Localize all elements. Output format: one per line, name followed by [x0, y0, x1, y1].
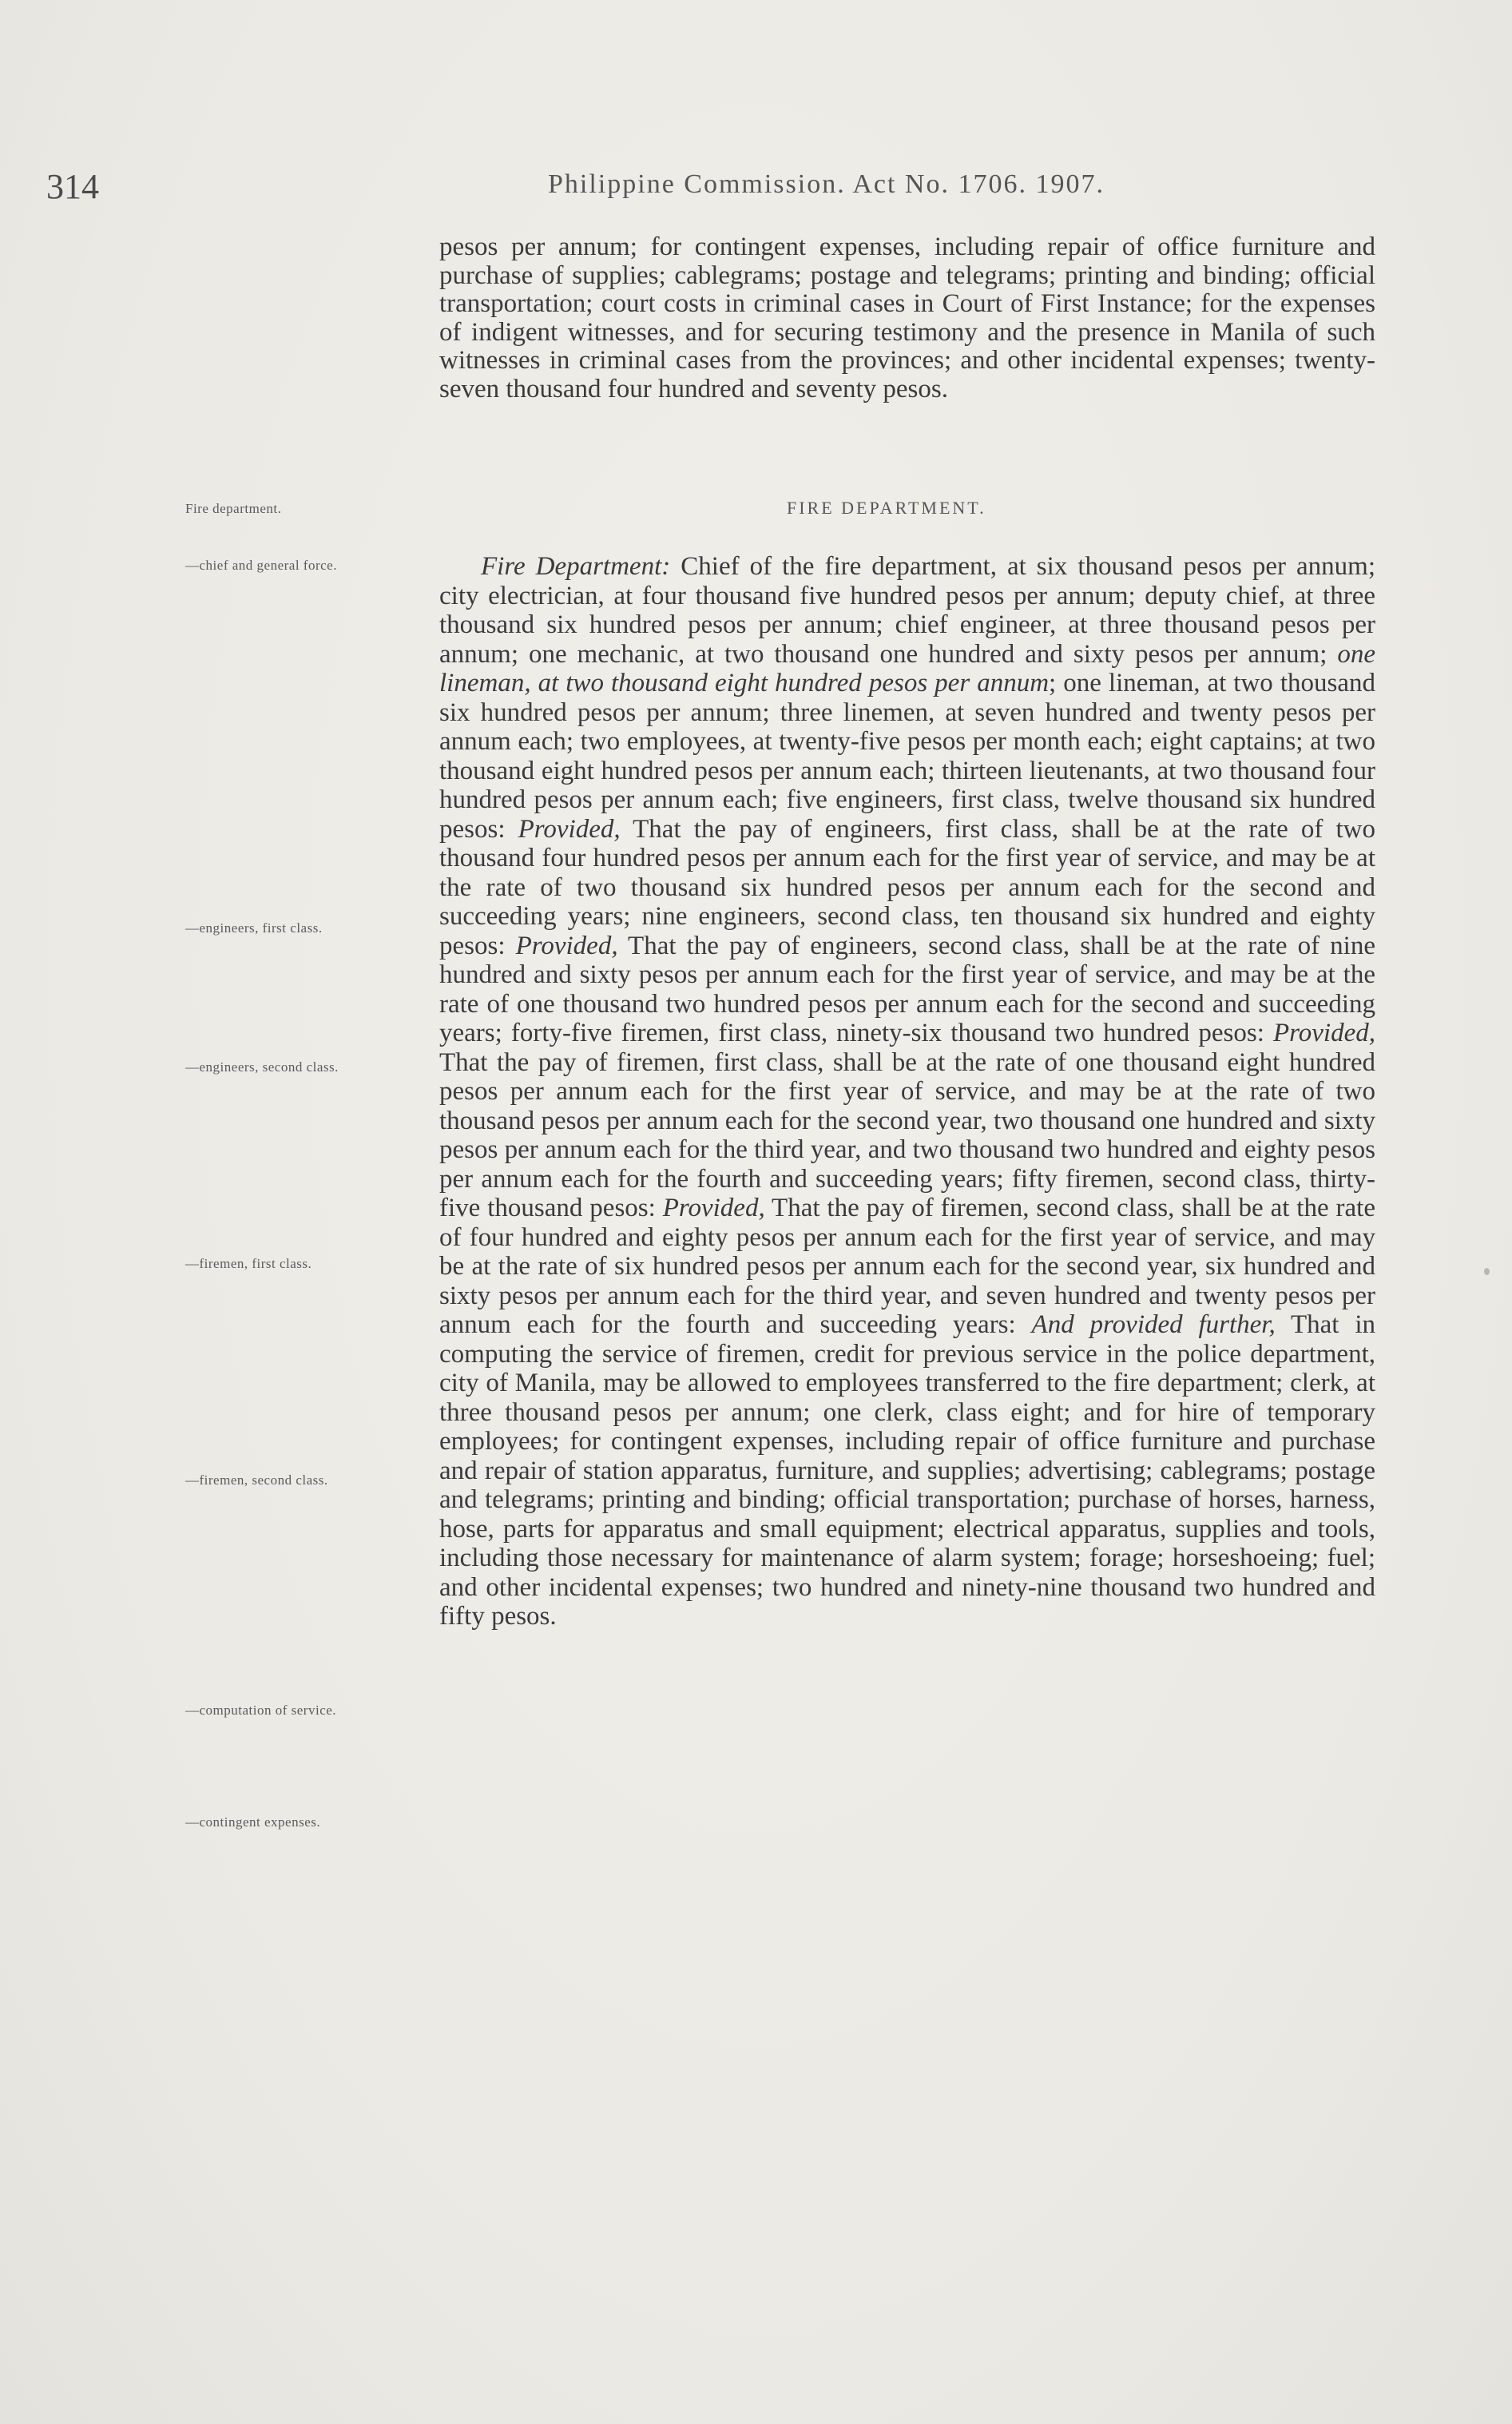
proviso-firemen-second: Provided, [662, 1194, 765, 1222]
margin-note-firemen-second-class: —firemen, second class. [185, 1472, 328, 1488]
page-number: 314 [46, 167, 99, 206]
margin-note-engineers-second-class: —engineers, second class. [185, 1059, 339, 1075]
proviso-computation: And provided further, [1031, 1310, 1276, 1339]
fire-department-lead: Fire Department: [481, 552, 671, 581]
fire-text-part-6: That the pay of firemen, second class, shall be at the rate of four hundred and eighty pesos per annum each for the first year of service, and may be at the rate of six hundred pesos per annum each for the second year, six hundred and sixty pesos per annum each for the third year, and seven hundred and twenty pesos per annum each for the fourth and succeeding years: [439, 1194, 1375, 1339]
page-header [46, 166, 1268, 211]
margin-note-contingent-expenses: —contingent expenses. [185, 1814, 321, 1830]
proviso-engineers-second: Provided, [515, 931, 618, 960]
fire-italic-lineman: one lineman, at two thousand eight hundred pesos per annum [439, 639, 1375, 697]
proviso-engineers-first: Provided, [518, 814, 621, 844]
margin-note-computation-of-service: —computation of service. [185, 1703, 337, 1718]
margin-note-chief-general-force: —chief and general force. [185, 558, 337, 573]
margin-note-firemen-first-class: —firemen, first class. [185, 1256, 312, 1271]
running-head: Philippine Commission. Act No. 1706. 1907. [548, 169, 1105, 199]
section-heading: FIRE DEPARTMENT. [787, 498, 986, 518]
fire-text-part-4: That the pay of engineers, second class, shall be at the rate of nine hundred and sixty pesos per annum each for the first year of service, and may be at the rate of one thousand two hundred pesos per annum each for the second and succeeding years; forty-five firemen, first class, ninety-six thousand two hundred pesos: [439, 931, 1375, 1047]
fire-text-part-5: That the pay of firemen, first class, shall be at the rate of one thousand eight hundred pesos per annum each for the first year of service, and may be at the rate of two thousand pesos per annum each for the second year, two thousand one hundred and sixty pesos per annum each for the third year, and two thousand two hundred and eighty pesos per annum each for the fourth and succeeding years; fifty firemen, second class, thirty-five thousand pesos: [439, 1047, 1375, 1222]
intro-paragraph-text: pesos per annum; for contingent expenses, including repair of office furniture and purchase of supplies; cablegrams; postage and telegrams; printing and binding; official transportation; court costs in criminal cases in Court of First Instance; for the expenses of indigent witnesses, and for securing testimony and the presence in Manila of such witnesses in criminal cases from the provinces; and other incidental expenses; twenty-seven thousand four hundred and seventy pesos. [439, 232, 1375, 403]
fire-text-part-7: That in computing the service of firemen, credit for previous service in the police department, city of Manila, may be allowed to employees transferred to the fire department; clerk, at three thousand pesos per annum; one clerk, class eight; and for hire of temporary employees; for contingent expenses, including repair of office furniture and purchase and repair of station apparatus, furniture, and supplies; advertising; cablegrams; postage and telegrams; printing and binding; official transportation; purchase of horses, harness, hose, parts for apparatus and small equipment; electrical apparatus, supplies and tools, including those necessary for maintenance of alarm system; forage; horseshoeing; fuel; and other incidental expenses; two hundred and ninety-nine thousand two hundred and fifty pesos. [439, 1310, 1375, 1631]
intro-paragraph [439, 233, 1375, 403]
fire-text-part-1: Chief of the fire department, at six thousand pesos per annum; city electrician, at four thousand five hundred pesos per annum; deputy chief, at three thousand six hundred pesos per annum; chief engineer, at three thousand pesos per annum; one mechanic, at two thousand one hundred and sixty pesos per annum; [439, 552, 1375, 669]
proviso-firemen-first: Provided, [1273, 1019, 1375, 1047]
paper-speck [1484, 1268, 1490, 1275]
fire-text-part-2: ; one lineman, at two thousand six hundred pesos per annum; three linemen, at seven hundred and twenty pesos per annum each; two employees, at twenty-five pesos per month each; eight captains; at two thousand eight hundred pesos per annum each; thirteen lieutenants, at two thousand four hundred pesos per annum each; five engineers, first class, twelve thousand six hundred pesos: [439, 669, 1375, 844]
fire-text-part-3: That the pay of engineers, first class, shall be at the rate of two thousand four hundred pesos per annum each for the first year of service, and may be at the rate of two thousand six hundred pesos per annum each for the second and succeeding years; nine engineers, second class, ten thousand six hundred and eighty pesos: [439, 814, 1375, 960]
fire-department-paragraph [439, 552, 1375, 1631]
margin-note-engineers-first-class: —engineers, first class. [185, 920, 323, 936]
margin-note-fire-department: Fire department. [185, 501, 282, 516]
